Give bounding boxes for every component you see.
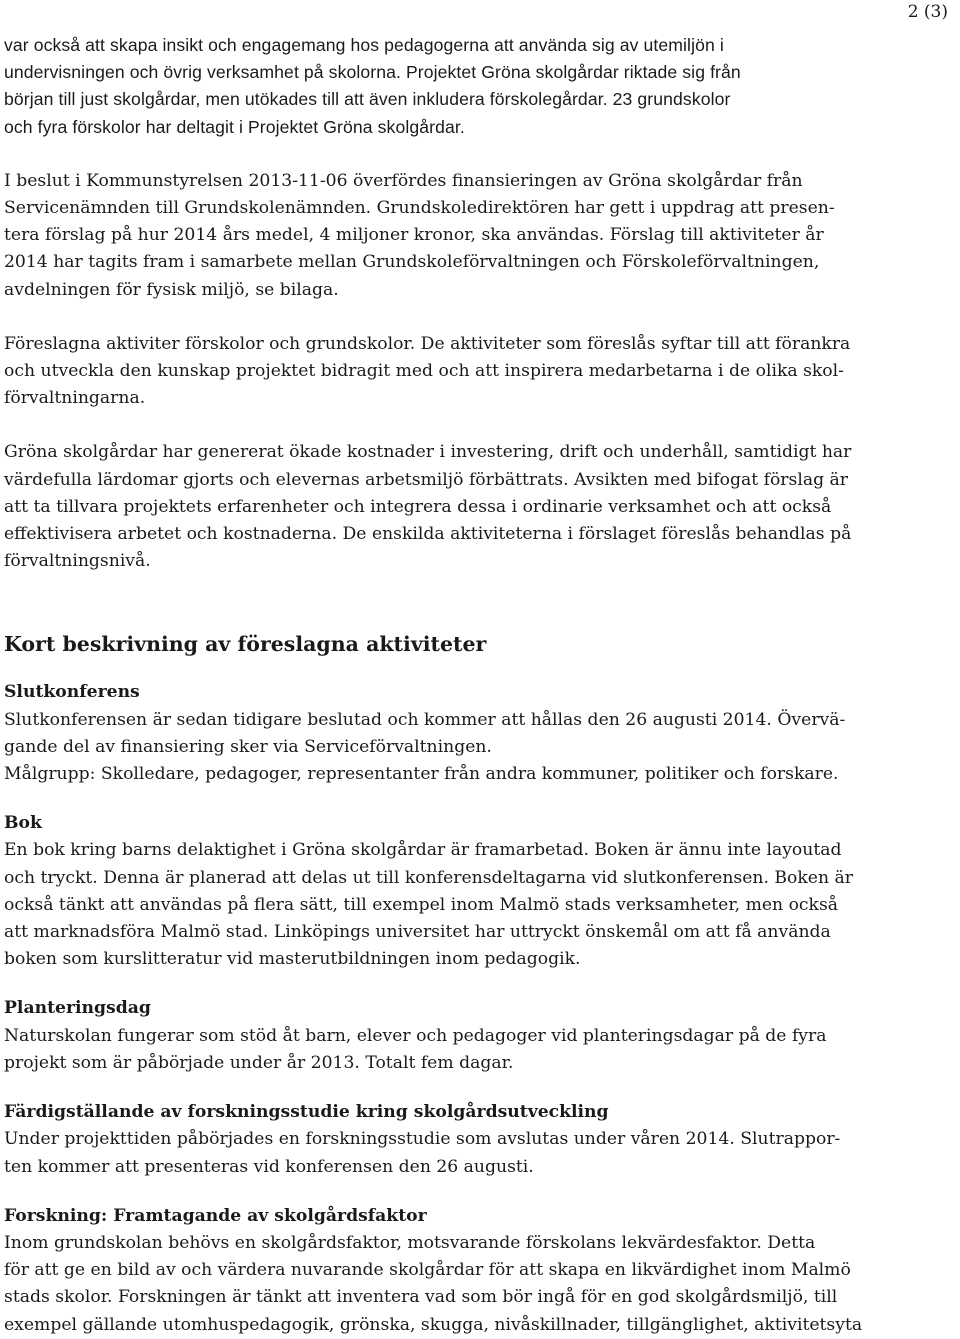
section-skolgardsfaktor: [4, 1203, 894, 1339]
text-line: att marknadsföra Malmö stad. Linköpings universitet har uttryckt önskemål om att få använda: [4, 922, 831, 943]
text-line: för att ge en bild av och värdera nuvarande skolgårdar för att skapa en likvärdighet inom Malmö: [4, 1260, 851, 1281]
text-line: att ta tillvara projektets erfarenheter och integrera dessa i ordinarie verksamhet och att också: [4, 496, 832, 517]
section-heading: Slutkonferens: [4, 682, 140, 703]
section-text: [4, 1023, 894, 1077]
text-line: avdelningen för fysisk miljö, se bilaga.: [4, 279, 339, 300]
section-text: [4, 1126, 894, 1180]
section-bok: [4, 810, 894, 973]
section-text: [4, 837, 894, 973]
text-line: början till just skolgårdar, men utökades till att även inkludera förskolegårdar. 23 grundskolor: [4, 89, 731, 110]
text-line: var också att skapa insikt och engagemang hos pedagogerna att använda sig av utemiljön i: [4, 35, 724, 55]
section-text: [4, 1230, 894, 1339]
text-line: förvaltningarna.: [4, 388, 146, 409]
text-line: I beslut i Kommunstyrelsen 2013-11-06 överfördes finansieringen av Gröna skolgårdar från: [4, 170, 803, 191]
text-line: Servicenämnden till Grundskolenämnden. Grundskoledirektören har gett i uppdrag att presen-: [4, 198, 835, 219]
intro-paragraph: [4, 32, 894, 141]
section-heading: Färdigställande av forskningsstudie kring skolgårdsutveckling: [4, 1102, 609, 1123]
text-line: stads skolor. Forskningen är tänkt att inventera vad som bör ingå för en god skolgårdsmiljö, till: [4, 1287, 838, 1308]
section-heading: Planteringsdag: [4, 998, 151, 1019]
text-line: 2014 har tagits fram i samarbete mellan Grundskoleförvaltningen och Förskoleförvaltningen,: [4, 252, 820, 273]
document-body: [4, 32, 894, 1339]
text-line: och utveckla den kunskap projektet bidragit med och att inspirera medarbetarna i de olika skol-: [4, 361, 844, 382]
text-line: undervisningen och övrig verksamhet på skolorna. Projektet Gröna skolgårdar riktade sig från: [4, 62, 741, 83]
text-line: gande del av finansiering sker via Serviceförvaltningen.: [4, 736, 492, 757]
text-line: Slutkonferensen är sedan tidigare beslutad och kommer att hållas den 26 augusti 2014. Övervä-: [4, 709, 846, 730]
text-line: värdefulla lärdomar gjorts och elevernas arbetsmiljö förbättrats. Avsikten med bifogat förslag är: [4, 469, 848, 490]
main-heading: Kort beskrivning av föreslagna aktiviteter: [4, 632, 487, 657]
text-line: och tryckt. Denna är planerad att delas ut till konferensdeltagarna vid slutkonferensen. Boken är: [4, 867, 853, 888]
text-line: också tänkt att användas på flera sätt, till exempel inom Malmö stads verksamheter, men också: [4, 894, 839, 915]
section-forskningsstudie: [4, 1099, 894, 1181]
text-line: förvaltningsnivå.: [4, 551, 151, 572]
text-line: projekt som är påbörjade under år 2013. Totalt fem dagar.: [4, 1052, 514, 1073]
section-text: [4, 707, 894, 789]
text-line: Inom grundskolan behövs en skolgårdsfaktor, motsvarande förskolans lekvärdesfaktor. Detta: [4, 1232, 816, 1253]
section-heading: Forskning: Framtagande av skolgårdsfaktor: [4, 1205, 427, 1226]
text-line: ten kommer att presenteras vid konferensen den 26 augusti.: [4, 1156, 534, 1177]
text-line: Målgrupp: Skolledare, pedagoger, representanter från andra kommuner, politiker och forskare.: [4, 764, 839, 785]
text-line: exempel gällande utomhuspedagogik, grönska, skugga, nivåskillnader, tillgänglighet, aktivitetsyta: [4, 1314, 863, 1335]
paragraph-costs: [4, 439, 894, 575]
text-line: och fyra förskolor har deltagit i Projektet Gröna skolgårdar.: [4, 116, 465, 137]
page-number: 2 (3): [907, 2, 948, 22]
text-line: Under projekttiden påbörjades en forskningsstudie som avslutas under våren 2014. Slutrappor-: [4, 1129, 841, 1150]
section-planteringsdag: [4, 995, 894, 1077]
section-heading: Bok: [4, 813, 42, 834]
section-slutkonferens: [4, 679, 894, 788]
text-line: effektivisera arbetet och kostnaderna. De enskilda aktiviteterna i förslaget föreslås behandlas på: [4, 524, 852, 545]
text-line: Gröna skolgårdar har genererat ökade kostnader i investering, drift och underhåll, samtidigt har: [4, 442, 852, 463]
text-line: tera förslag på hur 2014 års medel, 4 miljoner kronor, ska användas. Förslag till aktiviteter år: [4, 225, 824, 246]
text-line: Naturskolan fungerar som stöd åt barn, elever och pedagoger vid planteringsdagar på de fyra: [4, 1025, 827, 1046]
paragraph-activities: [4, 331, 894, 413]
paragraph-financing: [4, 168, 894, 304]
text-line: boken som kurslitteratur vid masterutbildningen inom pedagogik.: [4, 949, 581, 970]
text-line: En bok kring barns delaktighet i Gröna skolgårdar är framarbetad. Boken är ännu inte layoutad: [4, 840, 842, 861]
text-line: Föreslagna aktiviter förskolor och grundskolor. De aktiviteter som föreslås syftar till att förankra: [4, 333, 851, 354]
